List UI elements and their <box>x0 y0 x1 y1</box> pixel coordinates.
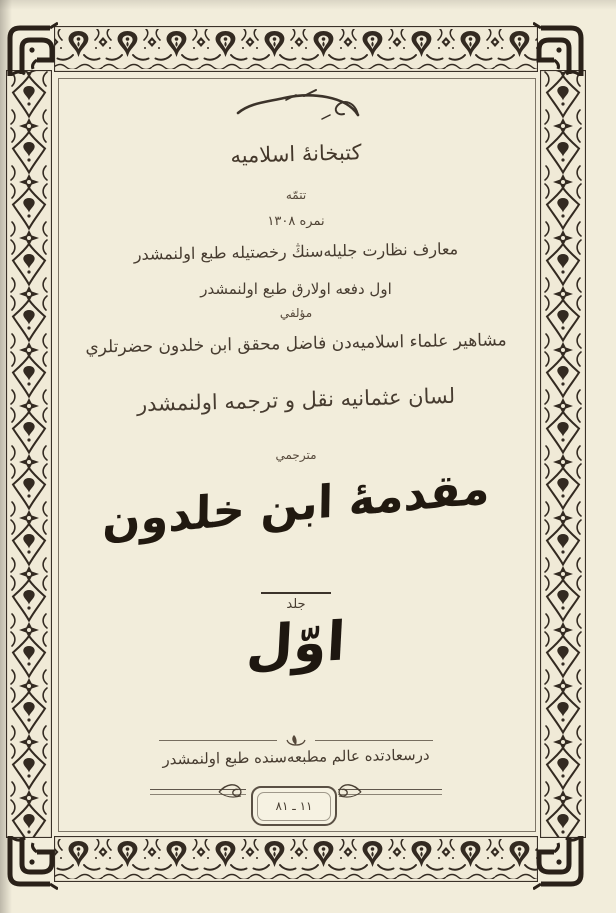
title-calligraphy: مقدمهٔ ابن خلدون <box>101 460 491 549</box>
volume-calligraphy: اوّل <box>244 609 348 678</box>
edition-line: اول دفعه اولارق طبع اولنمشدر <box>200 280 392 298</box>
flourish-curl-left-icon <box>212 781 248 801</box>
volume-label-text: جلد <box>261 592 331 612</box>
divider-rule-left <box>159 740 277 741</box>
number-cartouche <box>251 786 337 826</box>
inner-frame-line <box>58 78 536 832</box>
leaf-divider <box>56 733 536 747</box>
divider-rule-right <box>315 740 433 741</box>
corner-ornament-top-left-icon <box>4 22 58 76</box>
permission-line: معارف نظارت جليله‌سنڭ رخصتيله طبع اولنمشدر <box>133 239 459 264</box>
cartouche-number: ١١ ـ ٨١ <box>257 792 331 821</box>
series-subtitle-line: تتمّه <box>285 188 307 202</box>
left-border-band <box>6 70 52 838</box>
leaf-ornament-icon <box>285 733 307 747</box>
scan-shadow-top <box>0 0 616 10</box>
author-line: مشاهير علماء اسلاميه‌دن فاضل محقق ابن خلدون حضرتلري <box>85 330 507 358</box>
right-border-band <box>540 70 586 838</box>
bottom-border-band <box>54 836 538 882</box>
series-title-line: كتبخانهٔ اسلاميه <box>230 140 362 168</box>
translator-label: مترجمي <box>275 448 317 462</box>
series-number-line: نمره ١٣٠٨ <box>267 214 325 229</box>
publisher-line: درسعادتده عالم مطبعه‌سنده طبع اولنمشدر <box>162 745 430 769</box>
top-border-band <box>54 26 538 72</box>
corner-ornament-bottom-left-icon <box>4 836 58 890</box>
flourish-curl-right-icon <box>332 781 368 801</box>
translation-line: لسان عثمانيه نقل و ترجمه اولنمشدر <box>136 383 456 417</box>
author-label: مؤلفي <box>279 306 313 320</box>
corner-ornament-top-right-icon <box>533 22 587 76</box>
corner-ornament-bottom-right-icon <box>533 836 587 890</box>
